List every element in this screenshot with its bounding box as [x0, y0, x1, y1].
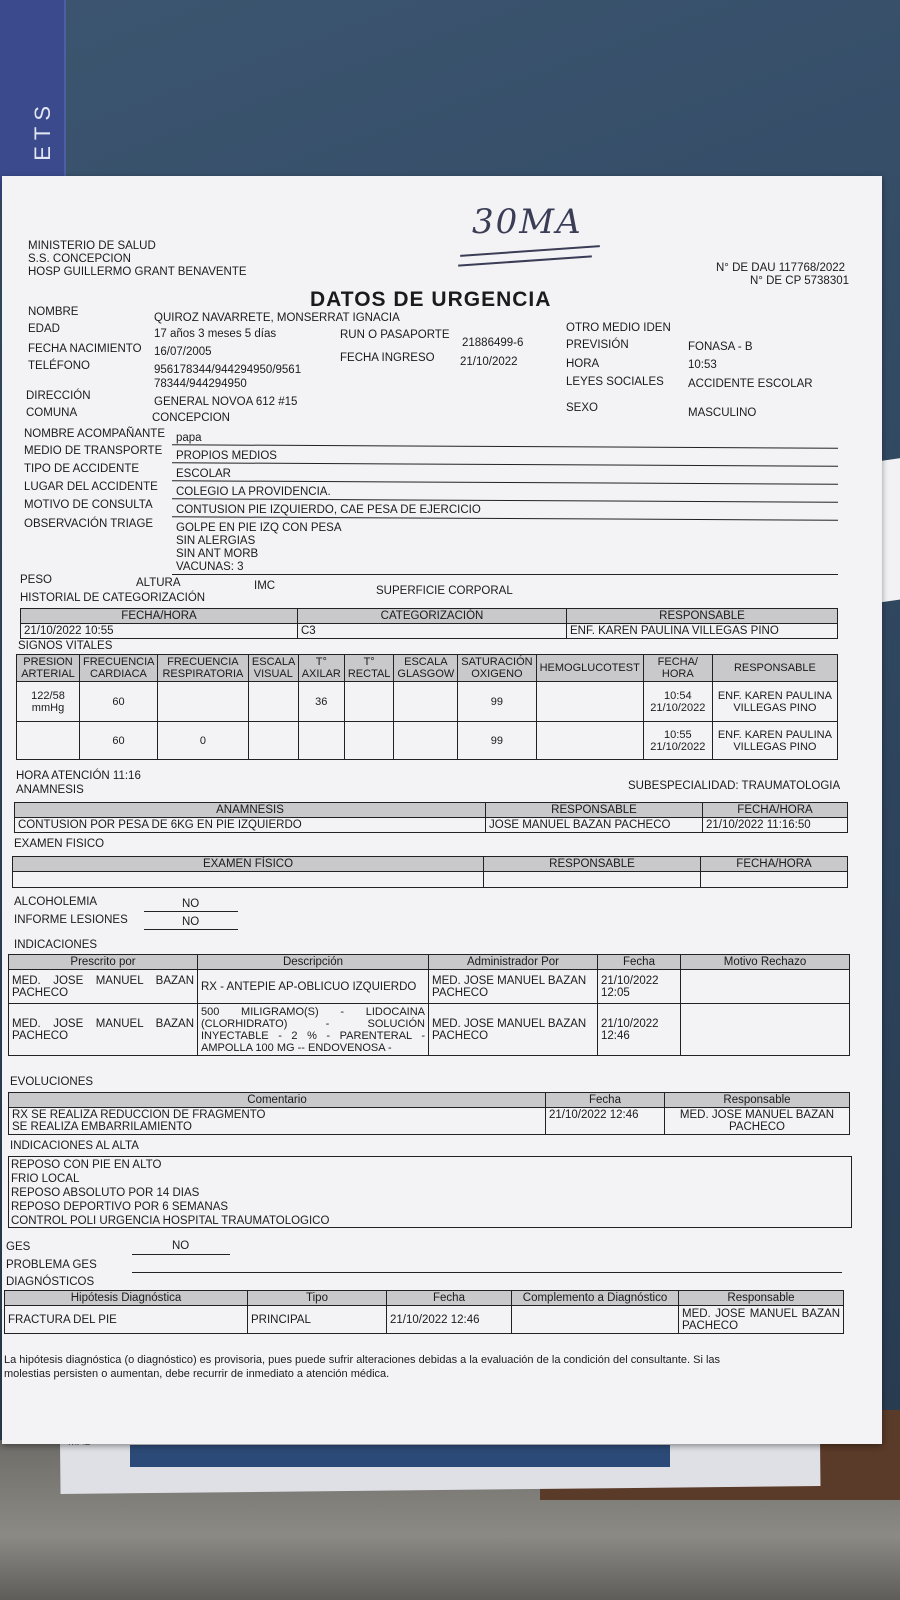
- table-cell: MED. JOSE MANUEL BAZAN PACHECO: [9, 970, 198, 1004]
- field-underline: [144, 911, 238, 912]
- table-cell: MED. JOSE MANUEL BAZAN PACHECO: [9, 1004, 198, 1056]
- table-header: SATURACIÓN OXIGENO: [458, 655, 536, 682]
- table-header: Fecha: [598, 955, 681, 970]
- acompanante-value: papa: [176, 432, 202, 444]
- folder-edge: [130, 1445, 670, 1467]
- table-cell: 36: [298, 682, 344, 722]
- table-header: Tipo: [248, 1291, 387, 1306]
- table-cell: 21/10/2022 12:46: [387, 1306, 512, 1334]
- otro-medio-label: OTRO MEDIO IDEN: [566, 322, 671, 334]
- table-header: EXAMEN FÍSICO: [13, 857, 484, 872]
- table-header: ESCALA GLASGOW: [394, 655, 458, 682]
- evolution-comment-line: RX SE REALIZA REDUCCION DE FRAGMENTO: [12, 1109, 266, 1121]
- table-cell: [394, 682, 458, 722]
- indicaciones-alta-title: INDICACIONES AL ALTA: [10, 1140, 139, 1152]
- table-row: [21, 624, 838, 639]
- handwritten-underline: [460, 245, 600, 257]
- table-header: Complemento a Diagnóstico: [512, 1291, 679, 1306]
- table-cell: [536, 722, 643, 760]
- table-cell: MED. JOSE MANUEL BAZAN PACHECO: [429, 970, 598, 1004]
- disclaimer-line-2: molestias persisten o aumentan, debe recurrir de inmediato a atención médica.: [4, 1368, 390, 1380]
- discharge-line: REPOSO ABSOLUTO POR 14 DIAS: [11, 1187, 200, 1199]
- diagnosticos-title: DIAGNÓSTICOS: [6, 1276, 95, 1288]
- diagnosis-table: [4, 1290, 844, 1334]
- table-cell: MED. JOSE MANUEL BAZAN PACHECO: [665, 1108, 850, 1135]
- table-header: Administrador Por: [429, 955, 598, 970]
- telefono-label: TELÉFONO: [28, 360, 90, 372]
- table-row: [5, 1306, 844, 1334]
- table-cell: 21/10/2022 12:05: [598, 970, 681, 1004]
- table-header: FECHA/HORA: [703, 803, 848, 818]
- table-cell: ENF. KAREN PAULINA VILLEGAS PINO: [712, 682, 837, 722]
- table-cell: [681, 1004, 850, 1056]
- sexo-value: MASCULINO: [688, 407, 757, 419]
- handwritten-note: 30MA: [472, 202, 583, 242]
- fecha-ingreso-label: FECHA INGRESO: [340, 352, 435, 364]
- run-value: 21886499-6: [462, 337, 524, 349]
- table-cell: ENF. KAREN PAULINA VILLEGAS PINO: [712, 722, 837, 760]
- table-cell: 0: [157, 722, 248, 760]
- table-header: RESPONSABLE: [486, 803, 703, 818]
- table-cell: [701, 872, 848, 888]
- table-row: [17, 722, 838, 760]
- table-cell: C3: [298, 624, 567, 639]
- table-cell: 21/10/2022 12:46: [598, 1004, 681, 1056]
- lugar-value: COLEGIO LA PROVIDENCIA.: [176, 486, 331, 498]
- table-cell: 122/58 mmHg: [17, 682, 80, 722]
- fecha-nacimiento-label: FECHA NACIMIENTO: [28, 343, 142, 355]
- table-header: Responsable: [665, 1093, 850, 1108]
- table-cell: PRINCIPAL: [248, 1306, 387, 1334]
- table-cell: MED. JOSE MANUEL BAZAN PACHECO: [429, 1004, 598, 1056]
- table-row: [9, 1108, 850, 1135]
- run-label: RUN O PASAPORTE: [340, 329, 450, 341]
- field-underline: [172, 444, 838, 448]
- physical-exam-table: [12, 856, 848, 888]
- telefono-value-2: 78344/944294950: [154, 378, 247, 390]
- table-cell: [484, 872, 701, 888]
- table-header-row: [17, 655, 838, 682]
- anamnesis-table: [14, 802, 848, 833]
- table-cell: [536, 682, 643, 722]
- edad-value: 17 años 3 meses 5 días: [154, 328, 277, 340]
- table-cell: [681, 970, 850, 1004]
- table-header: Responsable: [679, 1291, 844, 1306]
- table-cell: 10:55 21/10/2022: [643, 722, 712, 760]
- table-header: FRECUENCIA RESPIRATORIA: [157, 655, 248, 682]
- table-header-row: [5, 1291, 844, 1306]
- vital-signs-table: [16, 654, 838, 760]
- observacion-line-3: SIN ANT MORB: [176, 548, 259, 560]
- table-header-row: [21, 609, 838, 624]
- table-header: FECHA/ HORA: [643, 655, 712, 682]
- table-cell: [344, 722, 394, 760]
- ges-label: GES: [6, 1241, 31, 1253]
- table-row: [15, 818, 848, 833]
- comuna-value: CONCEPCION: [152, 412, 230, 424]
- field-underline: [172, 480, 838, 484]
- comuna-label: COMUNA: [26, 407, 78, 419]
- indicaciones-title: INDICACIONES: [14, 939, 98, 951]
- field-underline: [172, 516, 838, 520]
- table-header: RESPONSABLE: [712, 655, 837, 682]
- discharge-line: CONTROL POLI URGENCIA HOSPITAL TRAUMATOLOGICO: [11, 1215, 330, 1227]
- table-header: Motivo Rechazo: [681, 955, 850, 970]
- observacion-line-1: GOLPE EN PIE IZQ CON PESA: [176, 522, 342, 534]
- evolutions-table: [8, 1092, 850, 1135]
- table-header-row: [9, 955, 850, 970]
- discharge-line: REPOSO CON PIE EN ALTO: [11, 1159, 162, 1171]
- table-cell: JOSE MANUEL BAZAN PACHECO: [486, 818, 703, 833]
- signos-vitales-title: SIGNOS VITALES: [18, 640, 113, 652]
- binder-text: ETS: [30, 100, 55, 161]
- field-underline: [132, 1254, 230, 1255]
- table-cell: [17, 722, 80, 760]
- table-cell: ENF. KAREN PAULINA VILLEGAS PINO: [567, 624, 838, 639]
- table-cell: CONTUSION POR PESA DE 6KG EN PIE IZQUIERDO: [15, 818, 486, 833]
- leyes-sociales-label: LEYES SOCIALES: [566, 376, 664, 388]
- evoluciones-title: EVOLUCIONES: [10, 1076, 94, 1088]
- handwritten-underline: [458, 255, 592, 266]
- table-header: CATEGORIZACIÓN: [298, 609, 567, 624]
- motivo-value: CONTUSION PIE IZQUIERDO, CAE PESA DE EJERCICIO: [176, 504, 481, 516]
- table-header: T° RECTAL: [344, 655, 394, 682]
- sexo-label: SEXO: [566, 402, 598, 414]
- examen-fisico-title: EXAMEN FISICO: [14, 838, 105, 850]
- field-underline: [172, 574, 838, 575]
- alcoholemia-value: NO: [182, 898, 200, 910]
- direccion-value: GENERAL NOVOA 612 #15: [154, 396, 298, 408]
- table-cell: [512, 1306, 679, 1334]
- tipo-accidente-value: ESCOLAR: [176, 468, 231, 480]
- peso-label: PESO: [20, 574, 52, 586]
- table-cell: 99: [458, 722, 536, 760]
- table-header: FECHA/HORA: [21, 609, 298, 624]
- informe-lesiones-value: NO: [182, 916, 200, 928]
- discharge-line: REPOSO DEPORTIVO POR 6 SEMANAS: [11, 1201, 229, 1213]
- table-cell: MED. JOSE MANUEL BAZAN PACHECO: [679, 1306, 844, 1334]
- altura-label: ALTURA: [136, 577, 181, 589]
- evolution-comment-line: SE REALIZA EMBARRILAMIENTO: [12, 1121, 193, 1133]
- tipo-accidente-label: TIPO DE ACCIDENTE: [24, 463, 140, 475]
- document-title: DATOS DE URGENCIA: [310, 288, 552, 311]
- table-cell: [157, 682, 248, 722]
- motivo-label: MOTIVO DE CONSULTA: [24, 499, 153, 511]
- cp-number: N° DE CP 5738301: [750, 275, 850, 287]
- table-cell: 21/10/2022 12:46: [546, 1108, 665, 1135]
- hora-atencion: HORA ATENCIÓN 11:16: [16, 770, 141, 782]
- table-cell: 10:54 21/10/2022: [643, 682, 712, 722]
- table-row: [9, 1004, 850, 1056]
- table-cell: 99: [458, 682, 536, 722]
- ministry-label: MINISTERIO DE SALUD: [28, 240, 156, 252]
- lugar-label: LUGAR DEL ACCIDENTE: [24, 481, 158, 493]
- table-header: Descripción: [198, 955, 429, 970]
- table-row: [17, 682, 838, 722]
- table-header: PRESION ARTERIAL: [17, 655, 80, 682]
- table-header: ESCALA VISUAL: [248, 655, 298, 682]
- field-underline: [144, 929, 238, 930]
- table-header: HEMOGLUCOTEST: [536, 655, 643, 682]
- table-header: Fecha: [387, 1291, 512, 1306]
- hora-label: HORA: [566, 358, 600, 370]
- table-cell: [298, 722, 344, 760]
- table-cell: [248, 722, 298, 760]
- table-header: ANAMNESIS: [15, 803, 486, 818]
- table-header-row: [15, 803, 848, 818]
- table-cell: 60: [80, 722, 158, 760]
- prevision-value: FONASA - B: [688, 341, 753, 353]
- table-cell: 60: [80, 682, 158, 722]
- alcoholemia-label: ALCOHOLEMIA: [14, 896, 98, 908]
- table-header: Prescrito por: [9, 955, 198, 970]
- fecha-ingreso-value: 21/10/2022: [460, 356, 518, 368]
- field-underline: [172, 462, 838, 466]
- observacion-line-2: SIN ALERGIAS: [176, 535, 256, 547]
- leyes-sociales-value: ACCIDENTE ESCOLAR: [688, 378, 813, 390]
- dau-number: N° DE DAU 117768/2022: [716, 262, 846, 274]
- service-label: S.S. CONCEPCION: [28, 253, 131, 265]
- observacion-label: OBSERVACIÓN TRIAGE: [24, 518, 154, 530]
- table-header-row: [9, 1093, 850, 1108]
- table-cell: RX - ANTEPIE AP-OBLICUO IZQUIERDO: [198, 970, 429, 1004]
- superficie-label: SUPERFICIE CORPORAL: [376, 585, 513, 597]
- table-header: Hipótesis Diagnóstica: [5, 1291, 248, 1306]
- discharge-line: FRIO LOCAL: [11, 1173, 80, 1185]
- prevision-label: PREVISIÓN: [566, 339, 629, 351]
- nombre-value: QUIROZ NAVARRETE, MONSERRAT IGNACIA: [154, 312, 400, 324]
- edad-label: EDAD: [28, 323, 60, 335]
- fecha-nacimiento-value: 16/07/2005: [154, 346, 212, 358]
- table-header: Fecha: [546, 1093, 665, 1108]
- table-header-row: [13, 857, 848, 872]
- table-cell: [344, 682, 394, 722]
- table-header: RESPONSABLE: [567, 609, 838, 624]
- field-underline: [132, 1272, 842, 1273]
- anamnesis-title: ANAMNESIS: [16, 784, 84, 796]
- table-cell: [9, 1108, 546, 1135]
- table-cell: 21/10/2022 11:16:50: [703, 818, 848, 833]
- table-header: FRECUENCIA CARDIACA: [80, 655, 158, 682]
- observacion-line-4: VACUNAS: 3: [176, 561, 244, 573]
- table-header: RESPONSABLE: [484, 857, 701, 872]
- table-cell: [248, 682, 298, 722]
- categorizacion-title: HISTORIAL DE CATEGORIZACIÓN: [20, 592, 206, 604]
- ges-value: NO: [172, 1240, 190, 1252]
- informe-lesiones-label: INFORME LESIONES: [14, 914, 128, 926]
- field-underline: [172, 498, 838, 502]
- transporte-value: PROPIOS MEDIOS: [176, 450, 277, 462]
- table-cell: [394, 722, 458, 760]
- subespecialidad: SUBESPECIALIDAD: TRAUMATOLOGIA: [628, 780, 841, 792]
- table-cell: 21/10/2022 10:55: [21, 624, 298, 639]
- table-header: FECHA/HORA: [701, 857, 848, 872]
- table-cell: [13, 872, 484, 888]
- hospital-label: HOSP GUILLERMO GRANT BENAVENTE: [28, 266, 247, 278]
- table-header: T° AXILAR: [298, 655, 344, 682]
- table-header: Comentario: [9, 1093, 546, 1108]
- categorization-table: [20, 608, 838, 639]
- urgency-form-page: [2, 176, 882, 1444]
- imc-label: IMC: [254, 580, 276, 592]
- nombre-label: NOMBRE: [28, 306, 79, 318]
- telefono-value-1: 956178344/944294950/9561: [154, 364, 302, 376]
- table-row: [13, 872, 848, 888]
- indications-table: [8, 954, 850, 1056]
- problema-ges-label: PROBLEMA GES: [6, 1259, 97, 1271]
- table-row: [9, 970, 850, 1004]
- discharge-instructions-box: [8, 1156, 852, 1228]
- direccion-label: DIRECCIÓN: [26, 390, 91, 402]
- table-cell: 500 MILIGRAMO(S) - LIDOCAINA (CLORHIDRATO) - SOLUCIÓN INYECTABLE - 2 % - PARENTERAL - AMPOLLA 100 MG -- ENDOVENOSA -: [198, 1004, 429, 1056]
- transporte-label: MEDIO DE TRANSPORTE: [24, 445, 163, 457]
- table-cell: FRACTURA DEL PIE: [5, 1306, 248, 1334]
- binder-spine: [0, 0, 66, 200]
- hora-value: 10:53: [688, 359, 717, 371]
- acompanante-label: NOMBRE ACOMPAÑANTE: [24, 428, 165, 440]
- disclaimer-line-1: La hipótesis diagnóstica (o diagnóstico) es provisoria, pues puede sufrir alteraciones debidas a la evaluación de la condición del consultante. Si las: [4, 1354, 721, 1366]
